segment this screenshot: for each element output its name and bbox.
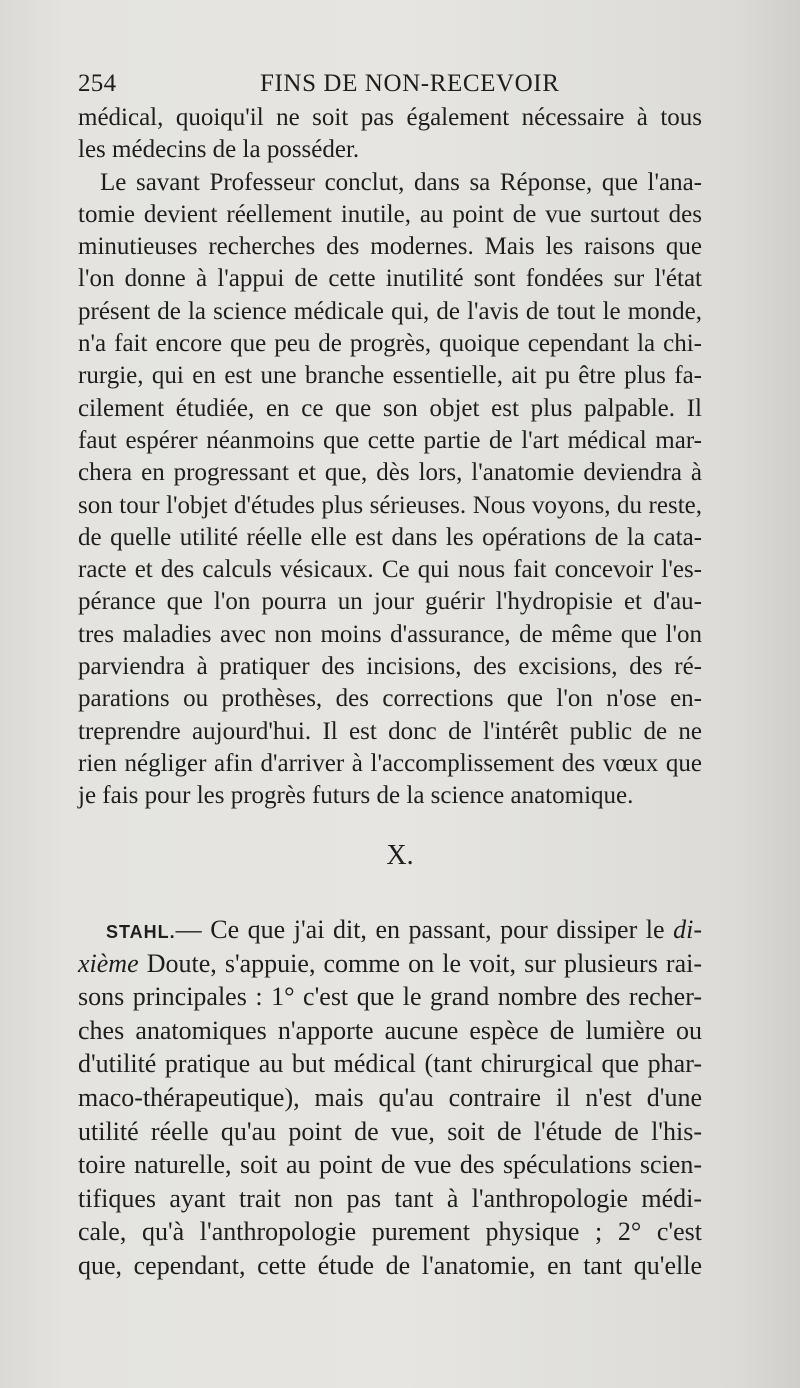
- text-line: toire naturelle, soit au point de vue des spéculations scien-: [78, 1150, 702, 1180]
- running-title: FINS DE NON-RECEVOIR: [260, 70, 560, 97]
- text-line: de quelle utilité réelle elle est dans les opérations de la cata-: [78, 523, 702, 551]
- text-line: son tour l'objet d'études plus sérieuses. Nous voyons, du reste,: [78, 491, 702, 519]
- text-line: l'on donne à l'appui de cette inutilité sont fondées sur l'état: [78, 265, 702, 293]
- text-line: que, cependant, cette étude de l'anatomie, en tant qu'elle: [78, 1250, 702, 1280]
- text-line: sons principales : 1° c'est que le grand nombre des recher-: [78, 982, 702, 1012]
- text-fragment: — Ce que j'ai dit, en passant, pour dissiper le: [175, 915, 674, 944]
- text-line: parviendra à pratiquer des incisions, des excisions, des ré-: [78, 653, 702, 681]
- text-line: tifiques ayant trait non pas tant à l'anthropologie médi-: [78, 1183, 702, 1213]
- text-line: parations ou prothèses, des corrections que l'on n'ose en-: [78, 685, 702, 713]
- text-line: médical, quoiqu'il ne soit pas également nécessaire à tous: [78, 104, 702, 131]
- text-line: les médecins de la posséder.: [78, 136, 360, 164]
- text-line: d'utilité pratique au but médical (tant chirurgical que phar-: [78, 1049, 702, 1079]
- text-line: ches anatomiques n'apporte aucune espèce de lumière ou: [78, 1015, 702, 1045]
- section-heading: X.: [386, 840, 414, 871]
- main-text: [78, 102, 702, 813]
- text-line: treprendre aujourd'hui. Il est donc de l'intérêt public de ne: [78, 717, 702, 745]
- text-line: utilité réelle qu'au point de vue, soit de l'étude de l'his-: [78, 1116, 702, 1146]
- text-line: [78, 913, 702, 947]
- text-line: chera en progressant et que, dès lors, l'anatomie deviendra à: [78, 459, 702, 487]
- text-line: rien négliger afin d'arriver à l'accomplissement des vœux que: [78, 749, 702, 777]
- text-line: racte et des calculs vésicaux. Ce qui nous fait concevoir l'es-: [78, 556, 702, 584]
- page-number: 254: [78, 70, 117, 97]
- page-header: [78, 70, 718, 106]
- speaker-name: STAHL.: [106, 922, 176, 942]
- text-fragment: Doute, s'appuie, comme on le voit, sur plusieurs rai-: [138, 948, 702, 978]
- text-line: pérance que l'on pourra un jour guérir l'hydropisie et d'au-: [78, 588, 702, 616]
- italic-text: di-: [673, 915, 702, 944]
- text-line: [78, 947, 702, 981]
- text-line: faut espérer néanmoins que cette partie de l'art médical mar-: [78, 426, 702, 454]
- text-line: cilement étudiée, en ce que son objet est plus palpable. Il: [78, 394, 702, 422]
- text-line: rurgie, qui en est une branche essentielle, ait pu être plus fa-: [78, 362, 702, 390]
- text-line: tres maladies avec non moins d'assurance, de même que l'on: [78, 620, 702, 648]
- text-line: n'a fait encore que peu de progrès, quoique cependant la chi-: [78, 330, 702, 358]
- text-line: maco-thérapeutique), mais qu'au contraire il n'est d'une: [78, 1082, 702, 1112]
- text-line: Le savant Professeur conclut, dans sa Réponse, que l'ana-: [100, 168, 702, 196]
- text-line: minutieuses recherches des modernes. Mais les raisons que: [78, 233, 702, 261]
- text-line: je fais pour les progrès futurs de la science anatomique.: [78, 782, 634, 810]
- text-line: cale, qu'à l'anthropologie purement physique ; 2° c'est: [78, 1217, 702, 1247]
- text-line: tomie devient réellement inutile, au point de vue surtout des: [78, 200, 702, 228]
- italic-text: xième: [78, 948, 139, 978]
- text-line: présent de la science médicale qui, de l'avis de tout le monde,: [78, 297, 702, 325]
- section-text: [78, 913, 702, 1283]
